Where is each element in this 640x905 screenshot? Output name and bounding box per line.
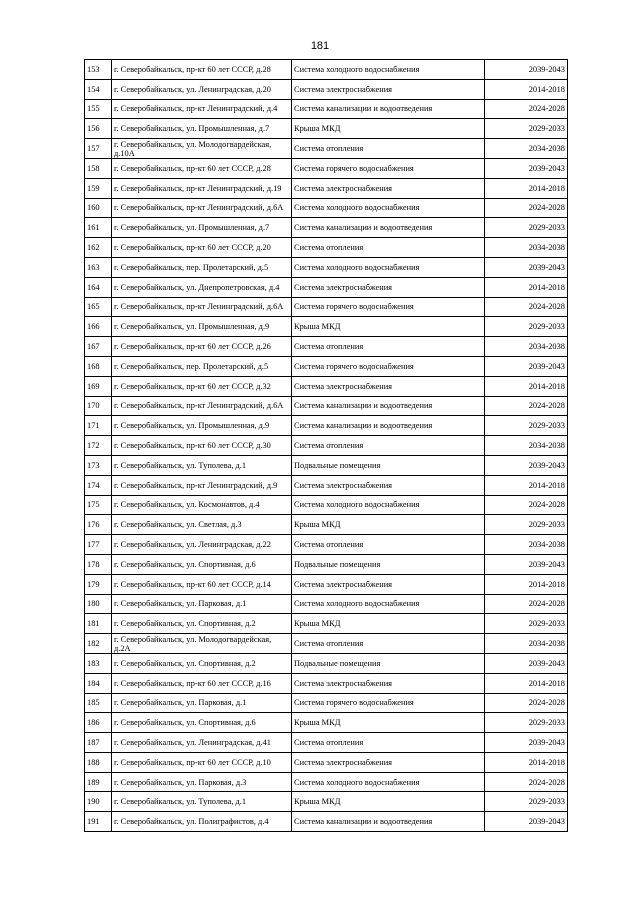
address-cell: г. Северобайкальск, ул. Парковая, д.1	[112, 594, 292, 614]
row-number: 191	[85, 812, 112, 832]
system-cell: Крыша МКД	[292, 119, 485, 139]
system-cell: Система холодного водоснабжения	[292, 60, 485, 80]
table-row	[85, 79, 568, 99]
system-cell: Система канализации и водоотведения	[292, 218, 485, 238]
period-cell: 2014-2018	[485, 574, 568, 594]
row-number: 154	[85, 79, 112, 99]
row-number: 190	[85, 792, 112, 812]
period-cell: 2034-2038	[485, 139, 568, 159]
table-row	[85, 218, 568, 238]
address-cell: г. Северобайкальск, ул. Промышленная, д.7	[112, 218, 292, 238]
repair-schedule-table	[84, 59, 568, 832]
row-number: 175	[85, 495, 112, 515]
row-number: 158	[85, 158, 112, 178]
system-cell: Система отопления	[292, 535, 485, 555]
system-cell: Система холодного водоснабжения	[292, 198, 485, 218]
table-row	[85, 653, 568, 673]
system-cell: Система отопления	[292, 733, 485, 753]
system-cell: Система отопления	[292, 337, 485, 357]
row-number: 180	[85, 594, 112, 614]
table-row	[85, 713, 568, 733]
row-number: 185	[85, 693, 112, 713]
system-cell: Крыша МКД	[292, 792, 485, 812]
row-number: 164	[85, 277, 112, 297]
period-cell: 2029-2033	[485, 515, 568, 535]
address-cell: г. Северобайкальск, пр-кт Ленинградский, д.6А	[112, 297, 292, 317]
period-cell: 2034-2038	[485, 535, 568, 555]
row-number: 189	[85, 772, 112, 792]
period-cell: 2034-2038	[485, 436, 568, 456]
address-cell: г. Северобайкальск, ул. Туполева, д.1	[112, 455, 292, 475]
system-cell: Система холодного водоснабжения	[292, 257, 485, 277]
period-cell: 2024-2028	[485, 693, 568, 713]
period-cell: 2024-2028	[485, 495, 568, 515]
row-number: 165	[85, 297, 112, 317]
address-cell: г. Северобайкальск, пр-кт Ленинградский, д.9	[112, 475, 292, 495]
period-cell: 2034-2038	[485, 238, 568, 258]
table-row	[85, 614, 568, 634]
period-cell: 2039-2043	[485, 257, 568, 277]
table-row	[85, 594, 568, 614]
table-row	[85, 792, 568, 812]
row-number: 174	[85, 475, 112, 495]
row-number: 162	[85, 238, 112, 258]
address-cell: г. Северобайкальск, ул. Промышленная, д.7	[112, 119, 292, 139]
address-cell: г. Северобайкальск, ул. Парковая, д.1	[112, 693, 292, 713]
period-cell: 2039-2043	[485, 653, 568, 673]
period-cell: 2034-2038	[485, 634, 568, 654]
system-cell: Система электроснабжения	[292, 277, 485, 297]
period-cell: 2024-2028	[485, 297, 568, 317]
period-cell: 2024-2028	[485, 772, 568, 792]
period-cell: 2014-2018	[485, 475, 568, 495]
system-cell: Система канализации и водоотведения	[292, 812, 485, 832]
period-cell: 2029-2033	[485, 416, 568, 436]
address-cell: г. Северобайкальск, пр-кт 60 лет СССР, д.10	[112, 752, 292, 772]
system-cell: Система горячего водоснабжения	[292, 297, 485, 317]
system-cell: Система канализации и водоотведения	[292, 99, 485, 119]
page-number: 181	[310, 40, 330, 52]
period-cell: 2029-2033	[485, 119, 568, 139]
period-cell: 2014-2018	[485, 178, 568, 198]
row-number: 166	[85, 317, 112, 337]
period-cell: 2014-2018	[485, 79, 568, 99]
address-cell: г. Северобайкальск, пр-кт 60 лет СССР, д.20	[112, 238, 292, 258]
system-cell: Крыша МКД	[292, 614, 485, 634]
period-cell: 2014-2018	[485, 752, 568, 772]
row-number: 167	[85, 337, 112, 357]
period-cell: 2039-2043	[485, 812, 568, 832]
row-number: 155	[85, 99, 112, 119]
table-row	[85, 436, 568, 456]
system-cell: Система электроснабжения	[292, 752, 485, 772]
system-cell: Крыша МКД	[292, 713, 485, 733]
address-cell: г. Северобайкальск, пр-кт 60 лет СССР, д.32	[112, 376, 292, 396]
period-cell: 2039-2043	[485, 60, 568, 80]
row-number: 183	[85, 653, 112, 673]
period-cell: 2039-2043	[485, 158, 568, 178]
row-number: 173	[85, 455, 112, 475]
address-cell: г. Северобайкальск, ул. Спортивная, д.2	[112, 653, 292, 673]
row-number: 168	[85, 356, 112, 376]
table-row	[85, 238, 568, 258]
table-row	[85, 158, 568, 178]
row-number: 179	[85, 574, 112, 594]
row-number: 176	[85, 515, 112, 535]
period-cell: 2024-2028	[485, 198, 568, 218]
row-number: 178	[85, 554, 112, 574]
period-cell: 2024-2028	[485, 99, 568, 119]
table-row	[85, 733, 568, 753]
address-cell: г. Северобайкальск, пр-кт Ленинградский, д.19	[112, 178, 292, 198]
table-row	[85, 376, 568, 396]
period-cell: 2029-2033	[485, 317, 568, 337]
row-number: 177	[85, 535, 112, 555]
address-cell: г. Северобайкальск, ул. Спортивная, д.2	[112, 614, 292, 634]
row-number: 153	[85, 60, 112, 80]
address-cell: г. Северобайкальск, пр-кт 60 лет СССР, д.28	[112, 60, 292, 80]
table-row	[85, 416, 568, 436]
address-cell: г. Северобайкальск, пр-кт Ленинградский, д.6А	[112, 396, 292, 416]
table-row	[85, 337, 568, 357]
period-cell: 2029-2033	[485, 218, 568, 238]
row-number: 160	[85, 198, 112, 218]
address-cell: г. Северобайкальск, ул. Туполева, д.1	[112, 792, 292, 812]
table-row	[85, 495, 568, 515]
table-row	[85, 772, 568, 792]
table-row	[85, 257, 568, 277]
period-cell: 2029-2033	[485, 614, 568, 634]
address-cell: г. Северобайкальск, пер. Пролетарский, д.5	[112, 257, 292, 277]
system-cell: Система электроснабжения	[292, 475, 485, 495]
period-cell: 2029-2033	[485, 713, 568, 733]
system-cell: Подвальные помещения	[292, 554, 485, 574]
period-cell: 2039-2043	[485, 356, 568, 376]
table-row	[85, 297, 568, 317]
system-cell: Система отопления	[292, 634, 485, 654]
table-body	[85, 60, 568, 832]
table-row	[85, 356, 568, 376]
system-cell: Система электроснабжения	[292, 178, 485, 198]
system-cell: Система горячего водоснабжения	[292, 158, 485, 178]
row-number: 186	[85, 713, 112, 733]
table-row	[85, 554, 568, 574]
row-number: 182	[85, 634, 112, 654]
row-number: 157	[85, 139, 112, 159]
address-cell: г. Северобайкальск, пр-кт 60 лет СССР, д.26	[112, 337, 292, 357]
system-cell: Система канализации и водоотведения	[292, 416, 485, 436]
table-row	[85, 317, 568, 337]
system-cell: Подвальные помещения	[292, 455, 485, 475]
address-cell: г. Северобайкальск, ул. Парковая, д.3	[112, 772, 292, 792]
table-row	[85, 515, 568, 535]
period-cell: 2014-2018	[485, 277, 568, 297]
period-cell: 2034-2038	[485, 337, 568, 357]
address-cell: г. Северобайкальск, пр-кт 60 лет СССР, д.28	[112, 158, 292, 178]
address-cell: г. Северобайкальск, пер. Пролетарский, д.5	[112, 356, 292, 376]
address-cell: г. Северобайкальск, ул. Молодогвардейская, д.2А	[112, 634, 292, 654]
address-cell: г. Северобайкальск, ул. Промышленная, д.9	[112, 416, 292, 436]
system-cell: Система холодного водоснабжения	[292, 495, 485, 515]
address-cell: г. Северобайкальск, ул. Ленинградская, д.22	[112, 535, 292, 555]
row-number: 184	[85, 673, 112, 693]
address-cell: г. Северобайкальск, пр-кт 60 лет СССР, д.16	[112, 673, 292, 693]
period-cell: 2039-2043	[485, 733, 568, 753]
table-row	[85, 119, 568, 139]
system-cell: Система холодного водоснабжения	[292, 772, 485, 792]
row-number: 161	[85, 218, 112, 238]
address-cell: г. Северобайкальск, пр-кт 60 лет СССР, д.14	[112, 574, 292, 594]
row-number: 172	[85, 436, 112, 456]
table-row	[85, 812, 568, 832]
table-row	[85, 178, 568, 198]
address-cell: г. Северобайкальск, ул. Спортивная, д.6	[112, 554, 292, 574]
period-cell: 2039-2043	[485, 455, 568, 475]
system-cell: Система горячего водоснабжения	[292, 693, 485, 713]
table-row	[85, 198, 568, 218]
table-row	[85, 673, 568, 693]
address-cell: г. Северобайкальск, пр-кт Ленинградский, д.4	[112, 99, 292, 119]
address-cell: г. Северобайкальск, ул. Молодогвардейская, д.10А	[112, 139, 292, 159]
system-cell: Система электроснабжения	[292, 574, 485, 594]
period-cell: 2014-2018	[485, 376, 568, 396]
address-cell: г. Северобайкальск, ул. Полиграфистов, д.4	[112, 812, 292, 832]
system-cell: Система электроснабжения	[292, 79, 485, 99]
system-cell: Система отопления	[292, 139, 485, 159]
period-cell: 2039-2043	[485, 554, 568, 574]
row-number: 159	[85, 178, 112, 198]
period-cell: 2024-2028	[485, 396, 568, 416]
system-cell: Система электроснабжения	[292, 376, 485, 396]
address-cell: г. Северобайкальск, ул. Космонавтов, д.4	[112, 495, 292, 515]
table-row	[85, 693, 568, 713]
table-row	[85, 139, 568, 159]
address-cell: г. Северобайкальск, ул. Ленинградская, д.41	[112, 733, 292, 753]
system-cell: Система холодного водоснабжения	[292, 594, 485, 614]
address-cell: г. Северобайкальск, пр-кт 60 лет СССР, д.30	[112, 436, 292, 456]
system-cell: Система отопления	[292, 436, 485, 456]
system-cell: Крыша МКД	[292, 317, 485, 337]
table-row	[85, 277, 568, 297]
table-row	[85, 574, 568, 594]
row-number: 156	[85, 119, 112, 139]
row-number: 187	[85, 733, 112, 753]
row-number: 163	[85, 257, 112, 277]
table-row	[85, 752, 568, 772]
row-number: 181	[85, 614, 112, 634]
address-cell: г. Северобайкальск, ул. Светлая, д.3	[112, 515, 292, 535]
row-number: 170	[85, 396, 112, 416]
row-number: 188	[85, 752, 112, 772]
period-cell: 2029-2033	[485, 792, 568, 812]
system-cell: Подвальные помещения	[292, 653, 485, 673]
system-cell: Система отопления	[292, 238, 485, 258]
table-row	[85, 455, 568, 475]
system-cell: Система горячего водоснабжения	[292, 356, 485, 376]
address-cell: г. Северобайкальск, ул. Промышленная, д.9	[112, 317, 292, 337]
row-number: 169	[85, 376, 112, 396]
table-row	[85, 475, 568, 495]
address-cell: г. Северобайкальск, ул. Ленинградская, д.20	[112, 79, 292, 99]
system-cell: Система канализации и водоотведения	[292, 396, 485, 416]
address-cell: г. Северобайкальск, пр-кт Ленинградский, д.6А	[112, 198, 292, 218]
address-cell: г. Северобайкальск, ул. Днепропетровская, д.4	[112, 277, 292, 297]
row-number: 171	[85, 416, 112, 436]
address-cell: г. Северобайкальск, ул. Спортивная, д.6	[112, 713, 292, 733]
table-row	[85, 535, 568, 555]
period-cell: 2024-2028	[485, 594, 568, 614]
period-cell: 2014-2018	[485, 673, 568, 693]
table-row	[85, 99, 568, 119]
table-row	[85, 634, 568, 654]
table-row	[85, 60, 568, 80]
system-cell: Система электроснабжения	[292, 673, 485, 693]
system-cell: Крыша МКД	[292, 515, 485, 535]
table-row	[85, 396, 568, 416]
